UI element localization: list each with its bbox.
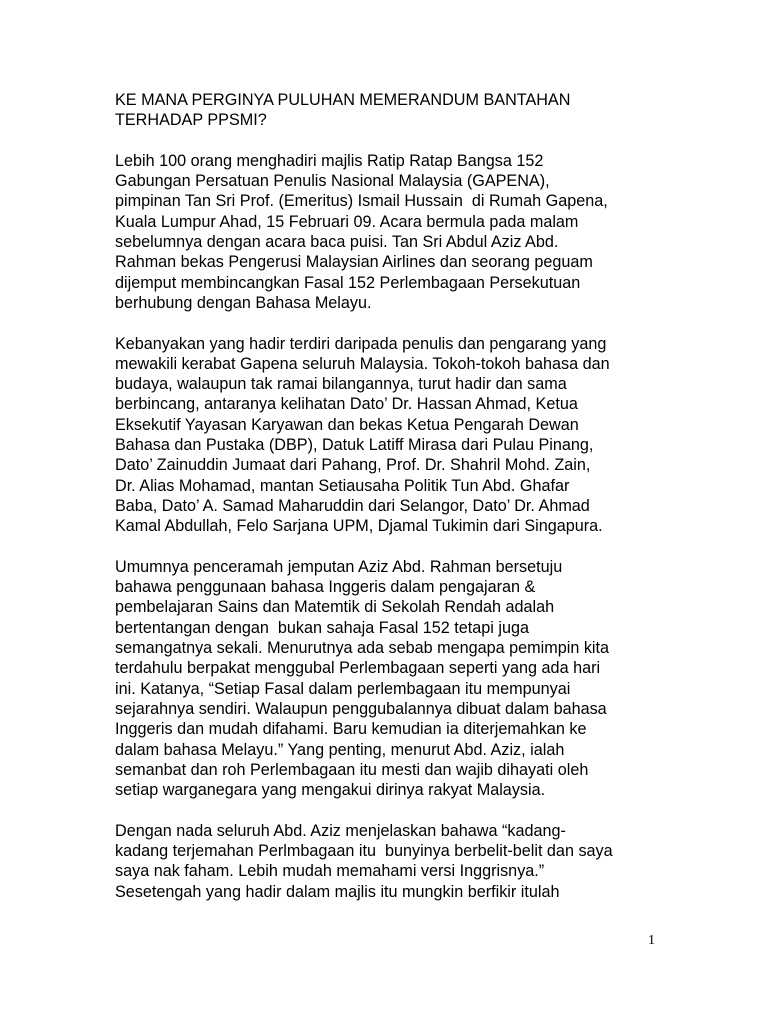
text-line: semangatnya sekali. Menurutnya ada sebab mengapa pemimpin kita — [115, 639, 610, 658]
text-line: berhubung dengan Bahasa Melayu. — [115, 293, 372, 312]
paragraph-4 — [115, 821, 675, 902]
paragraph-gap — [115, 313, 675, 333]
text-line: pembelajaran Sains dan Matemtik di Sekolah Rendah adalah — [115, 598, 555, 617]
text-line: Dato’ Zainuddin Jumaat dari Pahang, Prof. Dr. Shahril Mohd. Zain, — [115, 456, 591, 475]
text-line: pimpinan Tan Sri Prof. (Emeritus) Ismail Hussain di Rumah Gapena, — [115, 192, 608, 211]
text-line: setiap warganegara yang mengakui dirinya rakyat Malaysia. — [115, 781, 546, 800]
text-line: bertentangan dengan bukan sahaja Fasal 152 tetapi juga — [115, 618, 530, 637]
paragraph-2 — [115, 334, 675, 537]
text-line: Umumnya penceramah jemputan Aziz Abd. Rahman bersetuju — [115, 557, 563, 576]
text-line: mewakili kerabat Gapena seluruh Malaysia. Tokoh-tokoh bahasa dan — [115, 354, 610, 373]
text-line: Kuala Lumpur Ahad, 15 Februari 09. Acara bermula pada malam — [115, 212, 579, 231]
text-line: Kebanyakan yang hadir terdiri daripada penulis dan pengarang yang — [115, 334, 607, 353]
text-line: Dr. Alias Mohamad, mantan Setiausaha Politik Tun Abd. Ghafar — [115, 476, 570, 495]
paragraph-3 — [115, 557, 675, 801]
paragraph-gap — [115, 800, 675, 820]
text-line: Baba, Dato’ A. Samad Maharuddin dari Selangor, Dato’ Dr. Ahmad — [115, 496, 590, 515]
paragraph-gap — [115, 537, 675, 557]
text-line: Inggeris dan mudah difahami. Baru kemudian ia diterjemahkan ke — [115, 720, 587, 739]
text-line: ini. Katanya, “Setiap Fasal dalam perlembagaan itu mempunyai — [115, 679, 571, 698]
document-body — [115, 90, 675, 902]
title-line: KE MANA PERGINYA PULUHAN MEMERANDUM BANTAHAN — [115, 91, 571, 109]
text-line: terdahulu berpakat menggubal Perlembagaan seperti yang ada hari — [115, 659, 601, 678]
page-number: 1 — [648, 933, 655, 948]
text-line: sebelumnya dengan acara baca puisi. Tan Sri Abdul Aziz Abd. — [115, 233, 559, 252]
paragraph-gap — [115, 131, 675, 151]
text-line: Dengan nada seluruh Abd. Aziz menjelaskan bahawa “kadang- — [115, 821, 566, 840]
text-line: dalam bahasa Melayu.” Yang penting, menurut Abd. Aziz, ialah — [115, 740, 565, 759]
text-line: bahawa penggunaan bahasa Inggeris dalam pengajaran & — [115, 578, 536, 597]
document-title — [115, 90, 675, 131]
text-line: Bahasa dan Pustaka (DBP), Datuk Latiff Mirasa dari Pulau Pinang, — [115, 436, 594, 455]
text-line: Kamal Abdullah, Felo Sarjana UPM, Djamal Tukimin dari Singapura. — [115, 517, 603, 536]
paragraph-1 — [115, 151, 675, 313]
text-line: Rahman bekas Pengerusi Malaysian Airlines dan seorang peguam — [115, 253, 593, 272]
text-line: kadang terjemahan Perlmbagaan itu bunyinya berbelit-belit dan saya — [115, 841, 613, 860]
text-line: Lebih 100 orang menghadiri majlis Ratip Ratap Bangsa 152 — [115, 151, 544, 170]
text-line: budaya, walaupun tak ramai bilangannya, turut hadir dan sama — [115, 375, 567, 394]
text-line: semanbat dan roh Perlembagaan itu mesti dan wajib dihayati oleh — [115, 760, 589, 779]
text-line: Sesetengah yang hadir dalam majlis itu mungkin berfikir itulah — [115, 882, 560, 901]
text-line: sejarahnya sendiri. Walaupun penggubalannya dibuat dalam bahasa — [115, 699, 607, 718]
text-line: dijemput membincangkan Fasal 152 Perlembagaan Persekutuan — [115, 273, 581, 292]
text-line: Eksekutif Yayasan Karyawan dan bekas Ketua Pengarah Dewan — [115, 415, 579, 434]
title-line: TERHADAP PPSMI? — [115, 111, 267, 130]
text-line: Gabungan Persatuan Penulis Nasional Malaysia (GAPENA), — [115, 172, 550, 191]
text-line: berbincang, antaranya kelihatan Dato’ Dr. Hassan Ahmad, Ketua — [115, 395, 578, 414]
text-line: saya nak faham. Lebih mudah memahami versi Inggrisnya.” — [115, 862, 545, 881]
